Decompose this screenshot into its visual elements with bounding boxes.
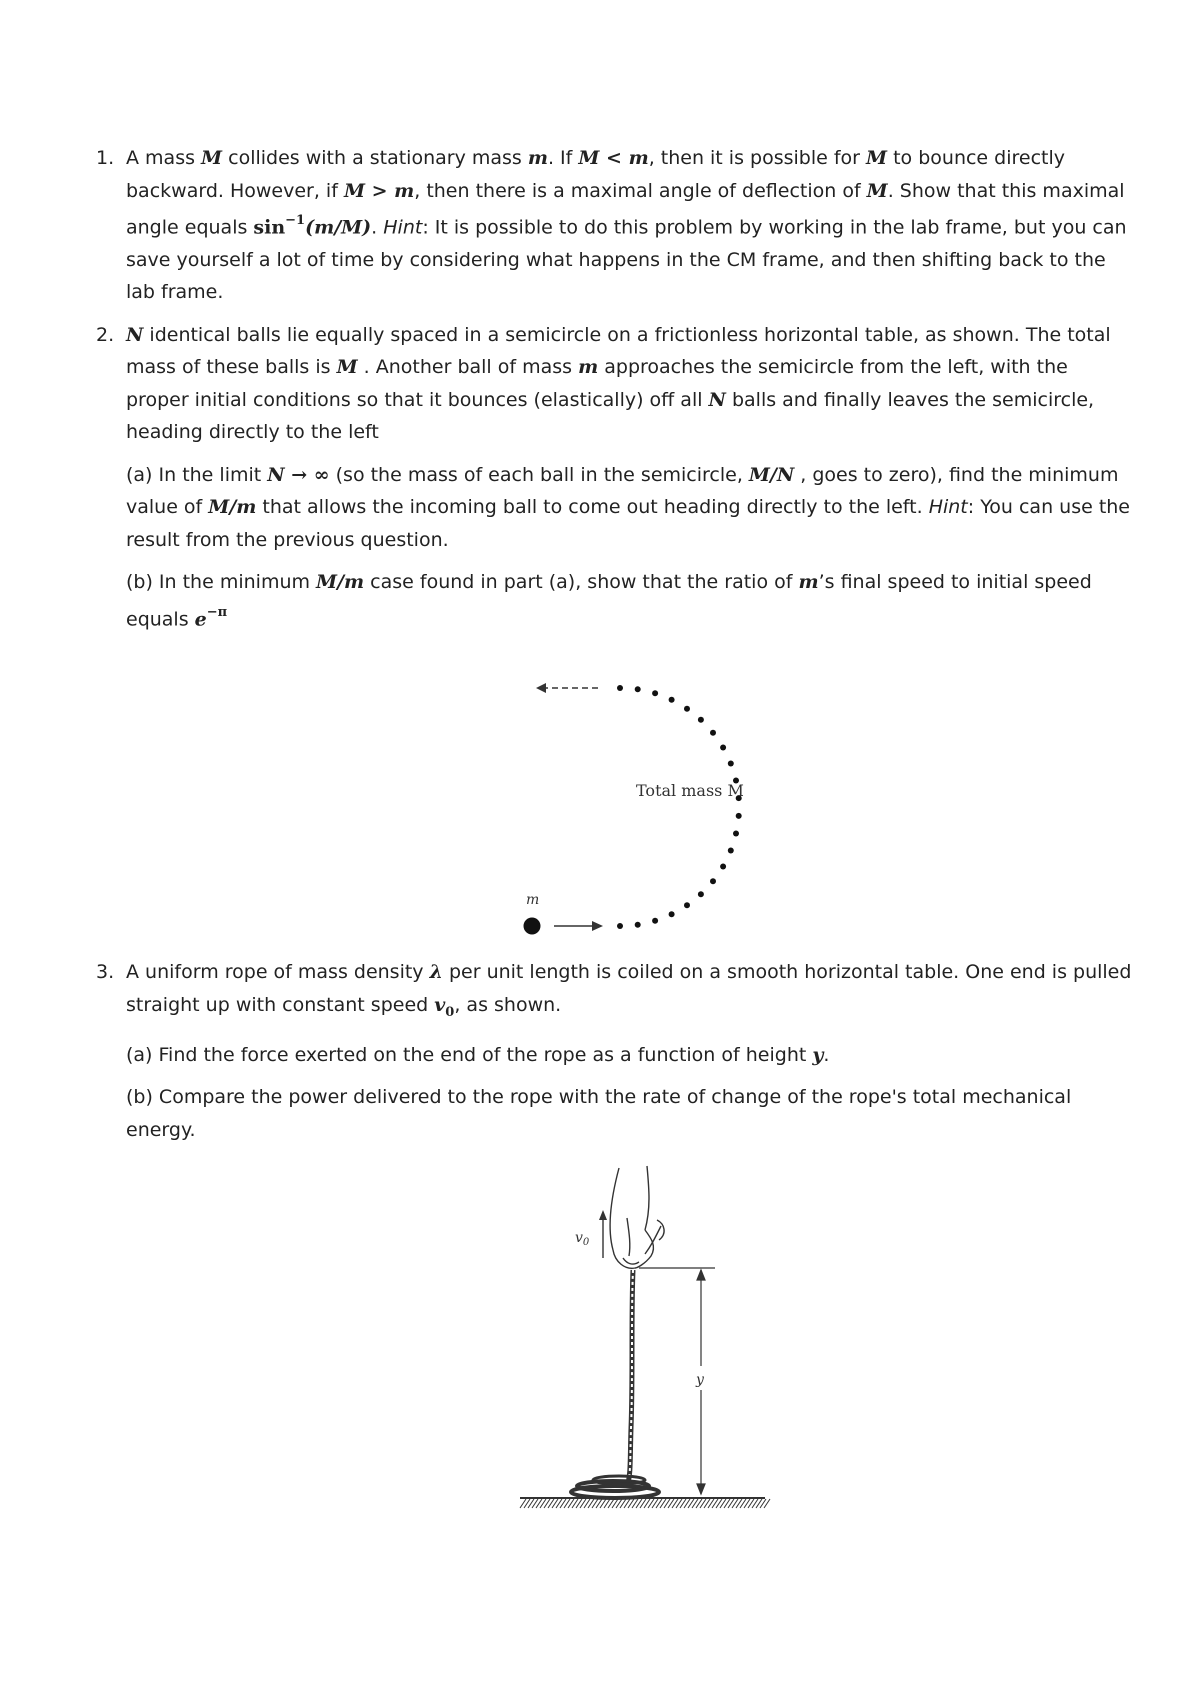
problem-2-part-b: (b) In the minimum M/m case found in part (a), show that the ratio of m’s final speed to initial speed equals $e^{-\pi}$	[126, 571, 1092, 631]
incoming-ball	[524, 918, 541, 935]
problem-2	[96, 319, 1136, 636]
semicircle-ball	[698, 891, 704, 897]
problem-3-part-a: (a) Find the force exerted on the end of the rope as a function of height y.	[126, 1043, 830, 1066]
problem-number: 3.	[96, 961, 115, 983]
problem-3-intro: A uniform rope of mass density λ per unit length is coiled on a smooth horizontal table. One end is pulled straight up with constant speed $v_0$, as shown.	[126, 961, 1132, 1020]
semicircle-ball	[617, 923, 623, 929]
semicircle-ball	[720, 745, 726, 751]
problem-list	[96, 142, 1136, 646]
problem-3-part-b: (b) Compare the power delivered to the rope with the rate of change of the rope's total mechanical energy.	[126, 1086, 1072, 1141]
outgoing-arrow	[536, 683, 598, 693]
semicircle-ball	[669, 911, 675, 917]
speed-label: $v_0$	[575, 1230, 590, 1248]
table-surface	[520, 1498, 770, 1508]
semicircle-ball	[669, 697, 675, 703]
semicircle-ball	[652, 690, 658, 696]
semicircle-figure	[510, 670, 790, 940]
rope-figure	[515, 1158, 785, 1538]
problem-1	[96, 142, 1136, 309]
semicircle-ball	[652, 918, 658, 924]
problem-3-wrapper	[96, 956, 1136, 1156]
problem-number: 1.	[96, 147, 115, 169]
semicircle-ball	[710, 878, 716, 884]
semicircle-ball	[635, 922, 641, 928]
semicircle-ball	[736, 813, 742, 819]
rope	[571, 1270, 659, 1498]
velocity-arrow	[599, 1210, 607, 1258]
hand-illustration	[610, 1166, 664, 1268]
semicircle-ball	[720, 864, 726, 870]
semicircle-ball	[635, 686, 641, 692]
height-label: y	[696, 1372, 704, 1388]
semicircle-ball	[684, 706, 690, 712]
ball-mass-label: m	[526, 892, 540, 908]
problem-number: 2.	[96, 323, 115, 346]
semicircle-ball	[728, 761, 734, 767]
problem-2-intro: N identical balls lie equally spaced in a semicircle on a frictionless horizontal table, as shown. The total mass of these balls is M . Another ball of mass m approaches the semicircle from the left, with the proper initial conditions so that it bounces (elastically) off all N balls and finally leaves the semicircle, heading directly to the left	[126, 323, 1111, 444]
semicircle-ball	[728, 848, 734, 854]
problem-3	[96, 956, 1136, 1146]
semicircle-ball	[733, 831, 739, 837]
incoming-arrow	[554, 921, 603, 931]
problem-2-part-a: (a) In the limit N → ∞ (so the mass of each ball in the semicircle, M/N , goes to zero), find the minimum value of M/m that allows the incoming ball to come out heading directly to the left. Hint: You can use the result from the previous question.	[126, 463, 1131, 551]
semicircle-ball	[698, 717, 704, 723]
semicircle-balls	[617, 685, 742, 929]
semicircle-ball	[617, 685, 623, 691]
semicircle-ball	[684, 902, 690, 908]
problem-1-text: A mass M collides with a stationary mass m. If M < m, then it is possible for M to bounce directly backward. However, if M > m, then there is a maximal angle of deflection of M. Show that this maximal angle equals $\sin^{-1}(m/M)$. Hint: It is possible to do this problem by working in the lab frame, but you can save yourself a lot of time by considering what happens in the CM frame, and then shifting back to the lab frame.	[126, 147, 1127, 304]
total-mass-label: Total mass M	[636, 781, 744, 800]
semicircle-ball	[710, 730, 716, 736]
